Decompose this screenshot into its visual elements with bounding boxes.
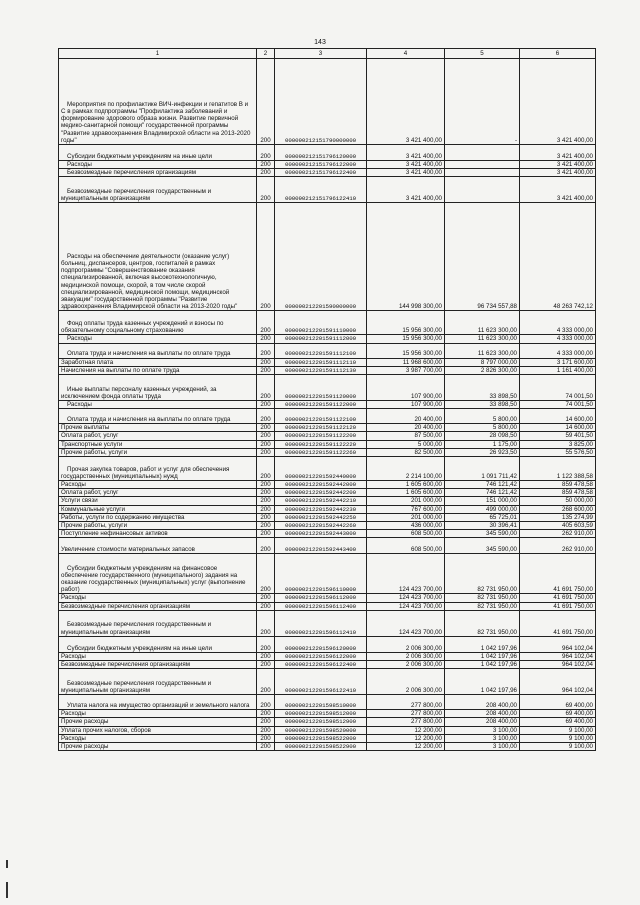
row-approved-amount-cell: 3 421 400,00: [367, 177, 445, 203]
table-row: [59, 610, 596, 636]
row-code-a-cell: 200: [257, 409, 275, 424]
row-name-cell: Поступление нефинансовых активов: [59, 530, 257, 538]
row-executed-amount-cell: [445, 169, 520, 177]
row-code-a-cell: 200: [257, 652, 275, 660]
row-classification-code-cell: 000090212201591122260: [275, 448, 367, 456]
row-approved-amount-cell: 277 800,00: [367, 710, 445, 718]
row-approved-amount-cell: 767 600,00: [367, 505, 445, 513]
row-name-cell: Субсидии бюджетным учреждениям на иные цели: [59, 636, 257, 652]
row-approved-amount-cell: 82 500,00: [367, 448, 445, 456]
table-row: [59, 448, 596, 456]
row-approved-amount-cell: 20 400,00: [367, 424, 445, 432]
row-name-cell: Оплата труда и начисления на выплаты по оплате труда: [59, 409, 257, 424]
row-executed-amount-cell: 208 400,00: [445, 718, 520, 726]
row-name-cell: Безвозмездные перечисления организациям: [59, 661, 257, 669]
row-classification-code-cell: 000090212201591112100: [275, 343, 367, 358]
row-code-a-cell: 200: [257, 448, 275, 456]
row-classification-code-cell: 000090212201598520000: [275, 726, 367, 734]
row-executed-amount-cell: 8 797 000,00: [445, 358, 520, 366]
row-code-a-cell: 200: [257, 538, 275, 554]
table-row: [59, 726, 596, 734]
row-classification-code-cell: 000090212201591122120: [275, 424, 367, 432]
row-name-cell: Увеличение стоимости материальных запасов: [59, 538, 257, 554]
row-remaining-amount-cell: 4 333 000,00: [520, 335, 596, 343]
row-classification-code-cell: 000090212201592442000: [275, 481, 367, 489]
row-classification-code-cell: 000090212201591112000: [275, 335, 367, 343]
row-remaining-amount-cell: 14 600,00: [520, 424, 596, 432]
row-classification-code-cell: 000090212201598510000: [275, 695, 367, 710]
row-name-cell: Иные выплаты персоналу казенных учреждений, за исключением фонда оплаты труда: [59, 375, 257, 401]
row-approved-amount-cell: 201 000,00: [367, 497, 445, 505]
table-row: [59, 440, 596, 448]
row-classification-code-cell: 000090212201591122100: [275, 409, 367, 424]
row-approved-amount-cell: 20 400,00: [367, 409, 445, 424]
row-code-a-cell: 200: [257, 481, 275, 489]
table-row: [59, 203, 596, 311]
row-name-cell: Прочие работы, услуги: [59, 522, 257, 530]
row-name-cell: Прочая закупка товаров, работ и услуг для обеспечения государственных (муниципальных) нужд: [59, 457, 257, 481]
row-name-cell: Заработная плата: [59, 358, 257, 366]
row-name-cell: Оплата работ, услуг: [59, 432, 257, 440]
row-classification-code-cell: 000090212201592440000: [275, 457, 367, 481]
column-header: 6: [520, 49, 596, 59]
row-classification-code-cell: 000090212201590000000: [275, 203, 367, 311]
row-code-a-cell: 200: [257, 203, 275, 311]
row-name-cell: Расходы: [59, 652, 257, 660]
row-approved-amount-cell: 15 956 300,00: [367, 335, 445, 343]
row-approved-amount-cell: 2 214 100,00: [367, 457, 445, 481]
table-row: [59, 538, 596, 554]
table-row: [59, 145, 596, 161]
row-code-a-cell: 200: [257, 610, 275, 636]
row-code-a-cell: 200: [257, 636, 275, 652]
row-name-cell: Оплата работ, услуг: [59, 489, 257, 497]
table-row: [59, 358, 596, 366]
row-code-a-cell: 200: [257, 718, 275, 726]
row-code-a-cell: 200: [257, 358, 275, 366]
table-row: [59, 530, 596, 538]
row-classification-code-cell: 000090212151796122400: [275, 169, 367, 177]
row-executed-amount-cell: 82 731 950,00: [445, 554, 520, 594]
row-code-a-cell: 200: [257, 530, 275, 538]
row-executed-amount-cell: 746 121,42: [445, 489, 520, 497]
row-executed-amount-cell: [445, 145, 520, 161]
budget-execution-table: [58, 48, 596, 751]
row-remaining-amount-cell: 964 102,04: [520, 652, 596, 660]
row-remaining-amount-cell: 859 478,58: [520, 489, 596, 497]
row-remaining-amount-cell: 41 691 750,00: [520, 594, 596, 602]
row-approved-amount-cell: 3 421 400,00: [367, 169, 445, 177]
row-executed-amount-cell: 208 400,00: [445, 695, 520, 710]
row-approved-amount-cell: 124 423 700,00: [367, 554, 445, 594]
row-executed-amount-cell: 82 731 950,00: [445, 602, 520, 610]
column-header: 5: [445, 49, 520, 59]
row-approved-amount-cell: 107 900,00: [367, 375, 445, 401]
row-classification-code-cell: 000090212151796120000: [275, 145, 367, 161]
row-approved-amount-cell: 3 421 400,00: [367, 161, 445, 169]
row-executed-amount-cell: 2 826 300,00: [445, 366, 520, 374]
table-row: [59, 602, 596, 610]
row-approved-amount-cell: 15 956 300,00: [367, 343, 445, 358]
row-classification-code-cell: 000090212201596112400: [275, 602, 367, 610]
table-row: [59, 497, 596, 505]
row-executed-amount-cell: [445, 177, 520, 203]
row-remaining-amount-cell: 1 122 388,58: [520, 457, 596, 481]
row-name-cell: Расходы: [59, 481, 257, 489]
row-approved-amount-cell: 3 421 400,00: [367, 59, 445, 145]
row-executed-amount-cell: 30 396,41: [445, 522, 520, 530]
row-code-a-cell: 200: [257, 726, 275, 734]
row-approved-amount-cell: 12 200,00: [367, 734, 445, 742]
table-row: [59, 366, 596, 374]
row-classification-code-cell: 000090212201592443000: [275, 530, 367, 538]
row-classification-code-cell: 000090212201592443400: [275, 538, 367, 554]
row-approved-amount-cell: 436 000,00: [367, 522, 445, 530]
row-remaining-amount-cell: 48 263 742,12: [520, 203, 596, 311]
row-code-a-cell: 200: [257, 695, 275, 710]
row-remaining-amount-cell: 262 910,00: [520, 530, 596, 538]
table-header-row: [59, 49, 596, 59]
row-remaining-amount-cell: 69 400,00: [520, 718, 596, 726]
table-row: [59, 734, 596, 742]
row-remaining-amount-cell: 3 171 600,00: [520, 358, 596, 366]
table-row: [59, 710, 596, 718]
row-classification-code-cell: 000090212151796122410: [275, 177, 367, 203]
column-header: 4: [367, 49, 445, 59]
row-remaining-amount-cell: 3 421 400,00: [520, 145, 596, 161]
row-code-a-cell: 200: [257, 594, 275, 602]
row-classification-code-cell: 000090212201592442200: [275, 489, 367, 497]
row-approved-amount-cell: 201 000,00: [367, 513, 445, 521]
row-code-a-cell: 200: [257, 497, 275, 505]
row-approved-amount-cell: 107 900,00: [367, 401, 445, 409]
row-code-a-cell: 200: [257, 161, 275, 169]
table-row: [59, 375, 596, 401]
row-remaining-amount-cell: 4 333 000,00: [520, 343, 596, 358]
row-approved-amount-cell: 3 421 400,00: [367, 145, 445, 161]
table-row: [59, 652, 596, 660]
table-row: [59, 177, 596, 203]
row-classification-code-cell: 000090212201596120000: [275, 636, 367, 652]
row-remaining-amount-cell: 14 600,00: [520, 409, 596, 424]
row-executed-amount-cell: 746 121,42: [445, 481, 520, 489]
row-code-a-cell: 200: [257, 734, 275, 742]
row-remaining-amount-cell: 9 100,00: [520, 734, 596, 742]
row-executed-amount-cell: 33 898,50: [445, 375, 520, 401]
row-remaining-amount-cell: 9 100,00: [520, 726, 596, 734]
row-executed-amount-cell: 11 623 300,00: [445, 343, 520, 358]
row-classification-code-cell: 000090212201591120000: [275, 375, 367, 401]
row-remaining-amount-cell: 41 691 750,00: [520, 554, 596, 594]
row-name-cell: Расходы на обеспечение деятельности (оказание услуг) больниц, диспансеров, центров, госпиталей в рамках подпрограммы "Совершенствование оказания специализированной, включая высокотехнологичную, медицинской помощи, скорой, в том числе скорой специализированной, медицинской помощи, медицинской эвакуации" государственной программы "Развитие здравоохранения Владимирской области на 2013-2020 годы": [59, 203, 257, 311]
row-executed-amount-cell: 65 725,01: [445, 513, 520, 521]
row-name-cell: Прочие выплаты: [59, 424, 257, 432]
row-executed-amount-cell: 11 623 300,00: [445, 335, 520, 343]
table-row: [59, 409, 596, 424]
table-row: [59, 343, 596, 358]
row-classification-code-cell: 000090212201596122410: [275, 669, 367, 695]
row-approved-amount-cell: 2 006 300,00: [367, 652, 445, 660]
row-executed-amount-cell: 5 800,00: [445, 424, 520, 432]
row-executed-amount-cell: 3 100,00: [445, 743, 520, 751]
row-name-cell: Расходы: [59, 710, 257, 718]
table-row: [59, 457, 596, 481]
row-remaining-amount-cell: 262 910,00: [520, 538, 596, 554]
row-code-a-cell: 200: [257, 554, 275, 594]
row-approved-amount-cell: 1 605 600,00: [367, 489, 445, 497]
page-number: 143: [314, 39, 326, 46]
row-classification-code-cell: 000090212201591122200: [275, 432, 367, 440]
row-code-a-cell: 200: [257, 602, 275, 610]
row-code-a-cell: 200: [257, 513, 275, 521]
row-code-a-cell: 200: [257, 457, 275, 481]
row-executed-amount-cell: [445, 161, 520, 169]
row-code-a-cell: 200: [257, 489, 275, 497]
row-remaining-amount-cell: 9 100,00: [520, 743, 596, 751]
row-approved-amount-cell: 608 500,00: [367, 530, 445, 538]
row-name-cell: Мероприятия по профилактике ВИЧ-инфекции и гепатитов В и С в рамках подпрограммы "Профилактика заболеваний и формирование здорового образа жизни. Развитие первичной медико-санитарной помощи" государственной программы "Развитие здравоохранения Владимирской области на 2013-2020 годы": [59, 59, 257, 145]
row-classification-code-cell: 000090212151790000000: [275, 59, 367, 145]
row-approved-amount-cell: 5 000,00: [367, 440, 445, 448]
row-executed-amount-cell: 1 042 197,96: [445, 661, 520, 669]
row-code-a-cell: 200: [257, 177, 275, 203]
table-row: [59, 669, 596, 695]
row-approved-amount-cell: 277 800,00: [367, 718, 445, 726]
row-approved-amount-cell: 277 800,00: [367, 695, 445, 710]
table-row: [59, 59, 596, 145]
row-classification-code-cell: 000090212201591122220: [275, 440, 367, 448]
table-row: [59, 432, 596, 440]
row-classification-code-cell: 000090212201592442210: [275, 497, 367, 505]
row-classification-code-cell: 000090212201591112130: [275, 366, 367, 374]
row-remaining-amount-cell: 4 333 000,00: [520, 311, 596, 335]
row-remaining-amount-cell: 41 691 750,00: [520, 602, 596, 610]
row-code-a-cell: 200: [257, 710, 275, 718]
row-name-cell: Безвозмездные перечисления государственным и муниципальным организациям: [59, 610, 257, 636]
column-header: 3: [275, 49, 367, 59]
row-executed-amount-cell: 1 042 197,96: [445, 636, 520, 652]
row-classification-code-cell: 000090212201596122400: [275, 661, 367, 669]
row-name-cell: Прочие работы, услуги: [59, 448, 257, 456]
row-executed-amount-cell: 96 734 557,88: [445, 203, 520, 311]
row-approved-amount-cell: 15 956 300,00: [367, 311, 445, 335]
row-approved-amount-cell: 2 006 300,00: [367, 636, 445, 652]
row-name-cell: Услуги связи: [59, 497, 257, 505]
row-classification-code-cell: 000090212201591110000: [275, 311, 367, 335]
row-approved-amount-cell: 608 500,00: [367, 538, 445, 554]
row-classification-code-cell: 000090212201591112110: [275, 358, 367, 366]
row-executed-amount-cell: 3 100,00: [445, 734, 520, 742]
table-row: [59, 661, 596, 669]
column-header: 1: [59, 49, 257, 59]
row-code-a-cell: 200: [257, 375, 275, 401]
table-row: [59, 505, 596, 513]
row-code-a-cell: 200: [257, 432, 275, 440]
row-classification-code-cell: 000090212201598512000: [275, 710, 367, 718]
row-name-cell: Фонд оплаты труда казенных учреждений и взносы по обязательному социальному страхованию: [59, 311, 257, 335]
row-remaining-amount-cell: 3 421 400,00: [520, 161, 596, 169]
row-executed-amount-cell: 1 042 197,96: [445, 669, 520, 695]
table-row: [59, 311, 596, 335]
row-classification-code-cell: 000090212201596112000: [275, 594, 367, 602]
row-remaining-amount-cell: 74 001,50: [520, 401, 596, 409]
row-remaining-amount-cell: 964 102,04: [520, 669, 596, 695]
row-code-a-cell: 200: [257, 335, 275, 343]
row-name-cell: Субсидии бюджетным учреждениям на финансовое обеспечение государственного (муниципального) задания на оказание государственных (муниципальных) услуг (выполнение работ): [59, 554, 257, 594]
row-approved-amount-cell: 12 200,00: [367, 743, 445, 751]
table-row: [59, 718, 596, 726]
row-name-cell: Безвозмездные перечисления организациям: [59, 602, 257, 610]
row-name-cell: Транспортные услуги: [59, 440, 257, 448]
table-body: [59, 59, 596, 751]
table-row: [59, 743, 596, 751]
row-executed-amount-cell: 499 000,00: [445, 505, 520, 513]
row-remaining-amount-cell: 964 102,04: [520, 636, 596, 652]
row-name-cell: Расходы: [59, 734, 257, 742]
column-header: 2: [257, 49, 275, 59]
table-row: [59, 636, 596, 652]
row-executed-amount-cell: -: [445, 59, 520, 145]
row-name-cell: Безвозмездные перечисления государственным и муниципальным организациям: [59, 669, 257, 695]
row-name-cell: Начисления на выплаты по оплате труда: [59, 366, 257, 374]
row-remaining-amount-cell: 859 478,58: [520, 481, 596, 489]
row-executed-amount-cell: 11 623 300,00: [445, 311, 520, 335]
row-approved-amount-cell: 124 423 700,00: [367, 602, 445, 610]
row-code-a-cell: 200: [257, 743, 275, 751]
row-remaining-amount-cell: 405 603,59: [520, 522, 596, 530]
row-name-cell: Расходы: [59, 594, 257, 602]
table-row: [59, 513, 596, 521]
row-name-cell: Расходы: [59, 161, 257, 169]
row-code-a-cell: 200: [257, 661, 275, 669]
row-approved-amount-cell: 124 423 700,00: [367, 610, 445, 636]
row-remaining-amount-cell: 50 000,00: [520, 497, 596, 505]
row-classification-code-cell: 000090212201592442260: [275, 522, 367, 530]
row-executed-amount-cell: 33 898,50: [445, 401, 520, 409]
row-classification-code-cell: 000090212201598512900: [275, 718, 367, 726]
row-name-cell: Безвозмездные перечисления государственным и муниципальным организациям: [59, 177, 257, 203]
table-row: [59, 335, 596, 343]
row-code-a-cell: 200: [257, 424, 275, 432]
row-code-a-cell: 200: [257, 522, 275, 530]
row-remaining-amount-cell: 3 421 400,00: [520, 177, 596, 203]
row-classification-code-cell: 000090212201592442230: [275, 505, 367, 513]
row-executed-amount-cell: 1 175,00: [445, 440, 520, 448]
row-code-a-cell: 200: [257, 59, 275, 145]
row-approved-amount-cell: 144 998 300,00: [367, 203, 445, 311]
row-name-cell: Расходы: [59, 335, 257, 343]
row-classification-code-cell: 000090212201596110000: [275, 554, 367, 594]
row-approved-amount-cell: 2 006 300,00: [367, 661, 445, 669]
row-classification-code-cell: 000090212201598522900: [275, 743, 367, 751]
row-executed-amount-cell: 151 000,00: [445, 497, 520, 505]
row-name-cell: Уплата прочих налогов, сборов: [59, 726, 257, 734]
table-row: [59, 695, 596, 710]
row-approved-amount-cell: 12 200,00: [367, 726, 445, 734]
table-row: [59, 401, 596, 409]
row-code-a-cell: 200: [257, 669, 275, 695]
row-remaining-amount-cell: 964 102,04: [520, 661, 596, 669]
row-classification-code-cell: 000090212201596122000: [275, 652, 367, 660]
row-approved-amount-cell: 11 968 600,00: [367, 358, 445, 366]
row-code-a-cell: 200: [257, 440, 275, 448]
table-row: [59, 424, 596, 432]
row-name-cell: Оплата труда и начисления на выплаты по оплате труда: [59, 343, 257, 358]
row-name-cell: Уплата налога на имущество организаций и земельного налога: [59, 695, 257, 710]
row-executed-amount-cell: 1 091 711,42: [445, 457, 520, 481]
row-remaining-amount-cell: 1 161 400,00: [520, 366, 596, 374]
row-name-cell: Работы, услуги по содержанию имущества: [59, 513, 257, 521]
table-row: [59, 161, 596, 169]
row-classification-code-cell: 000090212201592442250: [275, 513, 367, 521]
row-name-cell: Безвозмездные перечисления организациям: [59, 169, 257, 177]
row-approved-amount-cell: 124 423 700,00: [367, 594, 445, 602]
table-row: [59, 489, 596, 497]
row-executed-amount-cell: 26 923,50: [445, 448, 520, 456]
row-remaining-amount-cell: 3 421 400,00: [520, 59, 596, 145]
row-remaining-amount-cell: 69 400,00: [520, 695, 596, 710]
row-approved-amount-cell: 87 500,00: [367, 432, 445, 440]
row-code-a-cell: 200: [257, 505, 275, 513]
row-code-a-cell: 200: [257, 311, 275, 335]
margin-mark: [6, 882, 8, 898]
row-remaining-amount-cell: 3 421 400,00: [520, 169, 596, 177]
row-code-a-cell: 200: [257, 343, 275, 358]
row-executed-amount-cell: 5 800,00: [445, 409, 520, 424]
row-remaining-amount-cell: 55 576,50: [520, 448, 596, 456]
row-classification-code-cell: 000090212201591122000: [275, 401, 367, 409]
table-row: [59, 554, 596, 594]
row-executed-amount-cell: 345 590,00: [445, 538, 520, 554]
row-approved-amount-cell: 1 605 600,00: [367, 481, 445, 489]
margin-mark: [6, 860, 8, 868]
row-remaining-amount-cell: 59 401,50: [520, 432, 596, 440]
row-executed-amount-cell: 82 731 950,00: [445, 610, 520, 636]
row-approved-amount-cell: 3 987 700,00: [367, 366, 445, 374]
table-row: [59, 481, 596, 489]
row-executed-amount-cell: 1 042 197,96: [445, 652, 520, 660]
row-classification-code-cell: 000090212201596112410: [275, 610, 367, 636]
row-code-a-cell: 200: [257, 366, 275, 374]
row-classification-code-cell: 000090212201598522000: [275, 734, 367, 742]
row-name-cell: Расходы: [59, 401, 257, 409]
row-name-cell: Коммунальные услуги: [59, 505, 257, 513]
row-name-cell: Прочие расходы: [59, 743, 257, 751]
row-code-a-cell: 200: [257, 169, 275, 177]
row-approved-amount-cell: 2 006 300,00: [367, 669, 445, 695]
row-code-a-cell: 200: [257, 145, 275, 161]
row-executed-amount-cell: 345 590,00: [445, 530, 520, 538]
table-row: [59, 169, 596, 177]
row-name-cell: Субсидии бюджетным учреждениям на иные цели: [59, 145, 257, 161]
row-remaining-amount-cell: 268 600,00: [520, 505, 596, 513]
row-executed-amount-cell: 82 731 950,00: [445, 594, 520, 602]
row-remaining-amount-cell: 69 400,00: [520, 710, 596, 718]
row-remaining-amount-cell: 41 691 750,00: [520, 610, 596, 636]
row-classification-code-cell: 000090212151796122000: [275, 161, 367, 169]
row-executed-amount-cell: 28 098,50: [445, 432, 520, 440]
row-name-cell: Прочие расходы: [59, 718, 257, 726]
row-executed-amount-cell: 208 400,00: [445, 710, 520, 718]
table-row: [59, 522, 596, 530]
table-row: [59, 594, 596, 602]
row-code-a-cell: 200: [257, 401, 275, 409]
row-remaining-amount-cell: 135 274,99: [520, 513, 596, 521]
row-executed-amount-cell: 3 100,00: [445, 726, 520, 734]
row-remaining-amount-cell: 3 825,00: [520, 440, 596, 448]
row-remaining-amount-cell: 74 001,50: [520, 375, 596, 401]
